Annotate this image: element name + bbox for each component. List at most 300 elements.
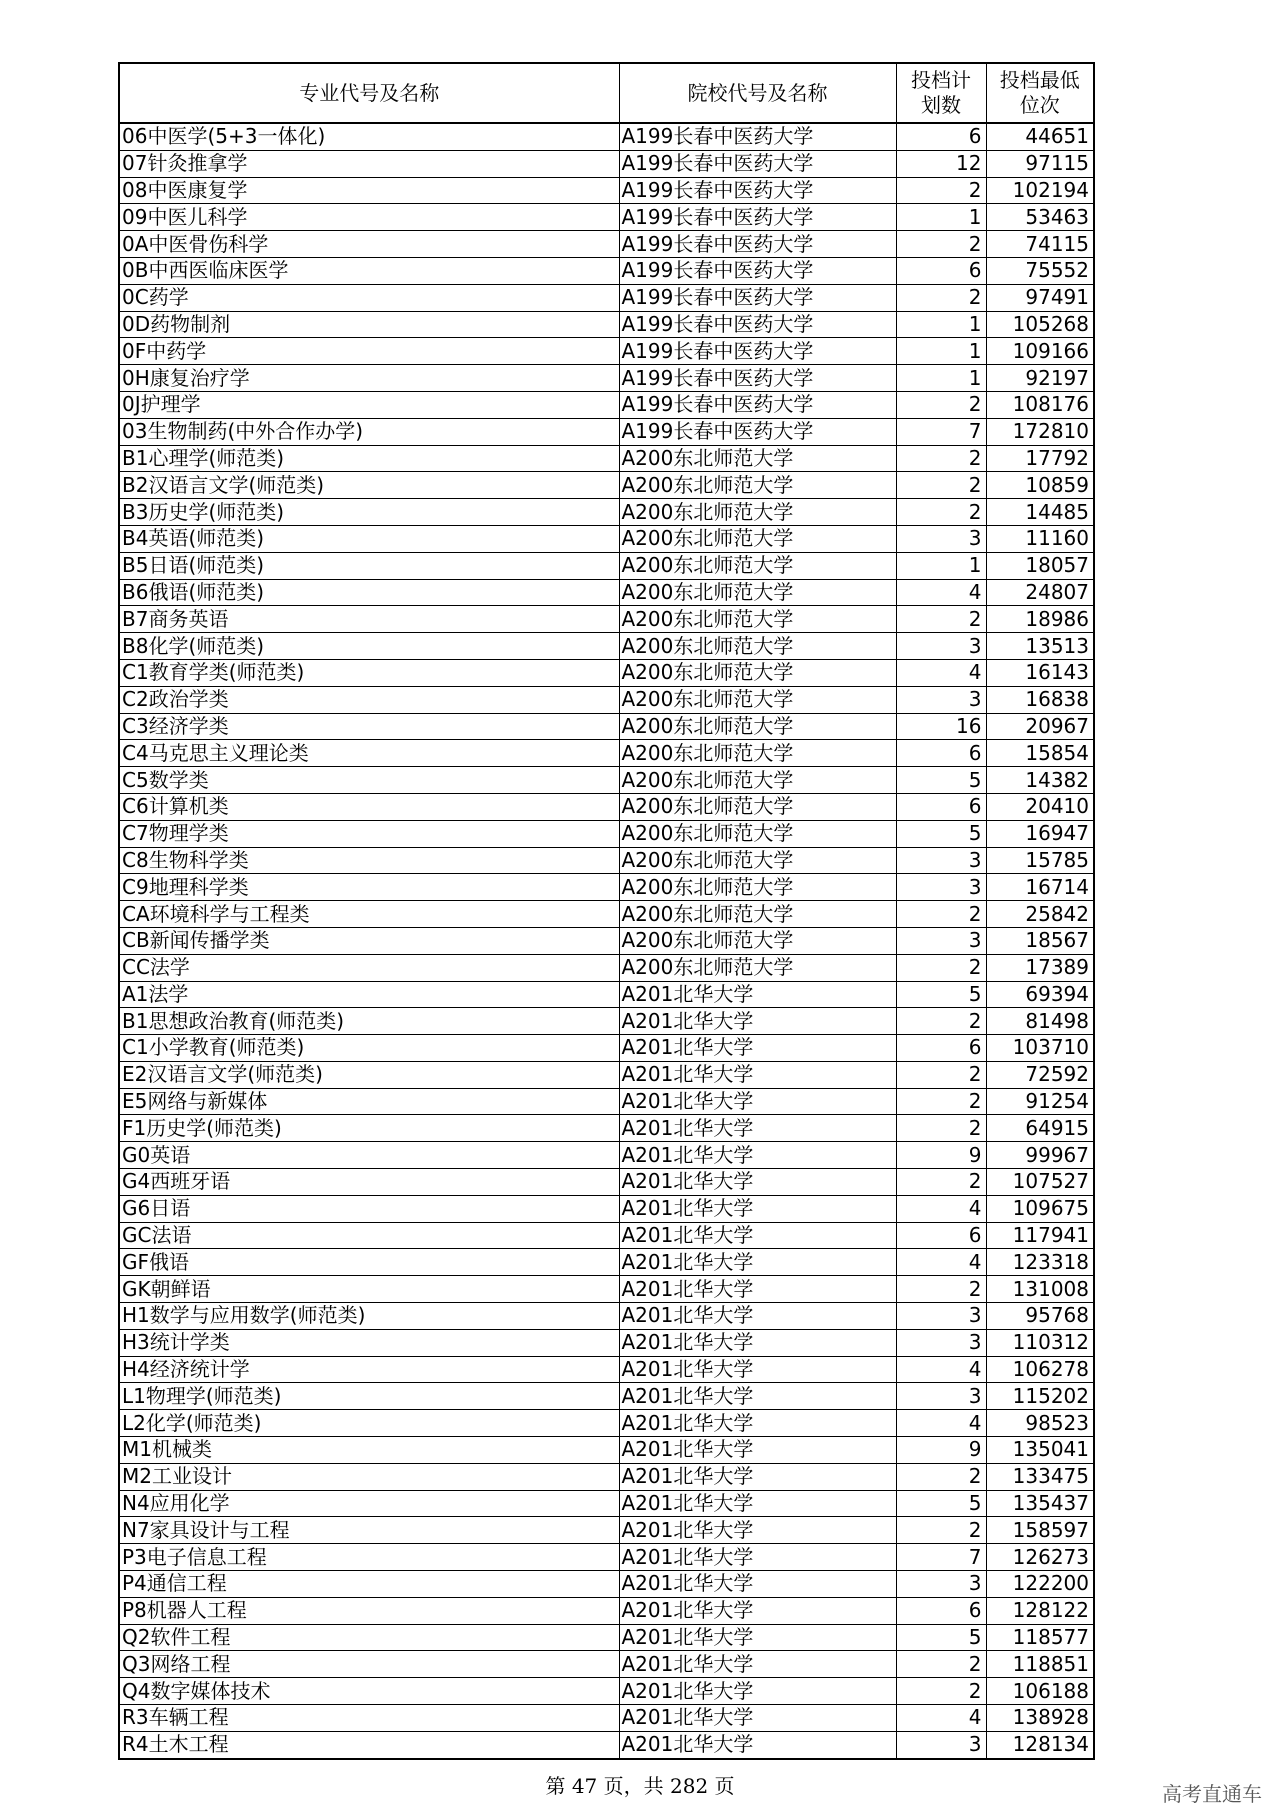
cell-plan-count: 1 (896, 204, 986, 231)
cell-school: A200东北师范大学 (619, 954, 896, 981)
cell-plan-count: 3 (896, 1731, 986, 1758)
cell-major: CA环境科学与工程类 (119, 901, 619, 928)
table-row (119, 365, 1094, 392)
table-row (119, 1463, 1094, 1490)
table-row (119, 847, 1094, 874)
cell-plan-count: 4 (896, 659, 986, 686)
cell-major: C8生物科学类 (119, 847, 619, 874)
cell-major: 08中医康复学 (119, 177, 619, 204)
cell-school: A200东北师范大学 (619, 472, 896, 499)
cell-min-rank: 92197 (986, 365, 1094, 392)
cell-plan-count: 3 (896, 874, 986, 901)
cell-plan-count: 2 (896, 606, 986, 633)
table-row (119, 311, 1094, 338)
cell-school: A200东北师范大学 (619, 847, 896, 874)
cell-major: Q3网络工程 (119, 1651, 619, 1678)
table-row (119, 1490, 1094, 1517)
cell-plan-count: 6 (896, 123, 986, 150)
table-row (119, 793, 1094, 820)
table-row (119, 1624, 1094, 1651)
table-row (119, 713, 1094, 740)
cell-min-rank: 91254 (986, 1088, 1094, 1115)
table-row (119, 231, 1094, 258)
cell-school: A201北华大学 (619, 1195, 896, 1222)
cell-major: G4西班牙语 (119, 1169, 619, 1196)
table-row (119, 874, 1094, 901)
cell-school: A201北华大学 (619, 1142, 896, 1169)
cell-school: A200东北师范大学 (619, 659, 896, 686)
cell-major: L2化学(师范类) (119, 1410, 619, 1437)
table-row (119, 150, 1094, 177)
cell-min-rank: 16838 (986, 686, 1094, 713)
cell-major: A1法学 (119, 981, 619, 1008)
cell-school: A201北华大学 (619, 1597, 896, 1624)
cell-min-rank: 16143 (986, 659, 1094, 686)
cell-plan-count: 3 (896, 1329, 986, 1356)
cell-min-rank: 17389 (986, 954, 1094, 981)
table-row (119, 606, 1094, 633)
cell-school: A201北华大学 (619, 1624, 896, 1651)
cell-school: A201北华大学 (619, 1088, 896, 1115)
cell-major: H1数学与应用数学(师范类) (119, 1303, 619, 1330)
table-row (119, 499, 1094, 526)
header-major: 专业代号及名称 (119, 63, 619, 123)
cell-plan-count: 6 (896, 257, 986, 284)
cell-min-rank: 97115 (986, 150, 1094, 177)
cell-plan-count: 2 (896, 1088, 986, 1115)
cell-major: C3经济学类 (119, 713, 619, 740)
cell-major: G0英语 (119, 1142, 619, 1169)
table-row (119, 472, 1094, 499)
cell-plan-count: 5 (896, 1490, 986, 1517)
cell-min-rank: 72592 (986, 1061, 1094, 1088)
cell-plan-count: 5 (896, 981, 986, 1008)
cell-min-rank: 110312 (986, 1329, 1094, 1356)
cell-plan-count: 3 (896, 633, 986, 660)
cell-major: 06中医学(5+3一体化) (119, 123, 619, 150)
cell-plan-count: 2 (896, 1115, 986, 1142)
cell-min-rank: 24807 (986, 579, 1094, 606)
cell-major: 0H康复治疗学 (119, 365, 619, 392)
cell-major: 0F中药学 (119, 338, 619, 365)
cell-plan-count: 6 (896, 740, 986, 767)
table-row (119, 204, 1094, 231)
cell-school: A201北华大学 (619, 1383, 896, 1410)
cell-school: A199长春中医药大学 (619, 284, 896, 311)
cell-major: N4应用化学 (119, 1490, 619, 1517)
cell-school: A201北华大学 (619, 1490, 896, 1517)
cell-min-rank: 13513 (986, 633, 1094, 660)
cell-major: 0D药物制剂 (119, 311, 619, 338)
cell-plan-count: 4 (896, 1195, 986, 1222)
cell-school: A201北华大学 (619, 1705, 896, 1732)
cell-school: A201北华大学 (619, 1544, 896, 1571)
cell-school: A199长春中医药大学 (619, 204, 896, 231)
table-row (119, 1544, 1094, 1571)
table-row (119, 1008, 1094, 1035)
cell-major: R4土木工程 (119, 1731, 619, 1758)
cell-min-rank: 95768 (986, 1303, 1094, 1330)
table-row (119, 1410, 1094, 1437)
cell-school: A200东北师范大学 (619, 445, 896, 472)
cell-school: A199长春中医药大学 (619, 150, 896, 177)
cell-school: A201北华大学 (619, 1463, 896, 1490)
cell-school: A200东北师范大学 (619, 686, 896, 713)
table-row (119, 525, 1094, 552)
cell-school: A201北华大学 (619, 1329, 896, 1356)
cell-major: E5网络与新媒体 (119, 1088, 619, 1115)
cell-plan-count: 3 (896, 927, 986, 954)
cell-min-rank: 75552 (986, 257, 1094, 284)
cell-school: A201北华大学 (619, 1061, 896, 1088)
cell-min-rank: 18567 (986, 927, 1094, 954)
table-row (119, 927, 1094, 954)
cell-plan-count: 9 (896, 1142, 986, 1169)
cell-min-rank: 109166 (986, 338, 1094, 365)
cell-plan-count: 6 (896, 1222, 986, 1249)
cell-min-rank: 44651 (986, 123, 1094, 150)
cell-min-rank: 14485 (986, 499, 1094, 526)
cell-major: B3历史学(师范类) (119, 499, 619, 526)
cell-min-rank: 106278 (986, 1356, 1094, 1383)
cell-plan-count: 9 (896, 1437, 986, 1464)
cell-school: A200东北师范大学 (619, 713, 896, 740)
table-row (119, 1517, 1094, 1544)
cell-major: H3统计学类 (119, 1329, 619, 1356)
cell-school: A200东北师范大学 (619, 606, 896, 633)
cell-major: P4通信工程 (119, 1571, 619, 1598)
cell-school: A200东北师范大学 (619, 767, 896, 794)
cell-major: 07针灸推拿学 (119, 150, 619, 177)
cell-major: E2汉语言文学(师范类) (119, 1061, 619, 1088)
cell-school: A201北华大学 (619, 1169, 896, 1196)
cell-min-rank: 99967 (986, 1142, 1094, 1169)
cell-min-rank: 15785 (986, 847, 1094, 874)
table-row (119, 1249, 1094, 1276)
cell-plan-count: 2 (896, 445, 986, 472)
cell-major: C1教育学类(师范类) (119, 659, 619, 686)
cell-major: B8化学(师范类) (119, 633, 619, 660)
cell-school: A201北华大学 (619, 1356, 896, 1383)
cell-major: L1物理学(师范类) (119, 1383, 619, 1410)
cell-min-rank: 138928 (986, 1705, 1094, 1732)
cell-min-rank: 98523 (986, 1410, 1094, 1437)
cell-school: A201北华大学 (619, 1115, 896, 1142)
cell-major: C1小学教育(师范类) (119, 1035, 619, 1062)
cell-plan-count: 2 (896, 499, 986, 526)
table-row (119, 1705, 1094, 1732)
table-row (119, 1651, 1094, 1678)
table-row (119, 1731, 1094, 1758)
table-row (119, 1383, 1094, 1410)
cell-major: P3电子信息工程 (119, 1544, 619, 1571)
table-row (119, 633, 1094, 660)
cell-plan-count: 6 (896, 1597, 986, 1624)
cell-major: CC法学 (119, 954, 619, 981)
cell-plan-count: 6 (896, 1035, 986, 1062)
cell-plan-count: 7 (896, 418, 986, 445)
cell-major: B6俄语(师范类) (119, 579, 619, 606)
table-row (119, 338, 1094, 365)
cell-school: A199长春中医药大学 (619, 418, 896, 445)
cell-min-rank: 106188 (986, 1678, 1094, 1705)
cell-major: GC法语 (119, 1222, 619, 1249)
cell-school: A199长春中医药大学 (619, 311, 896, 338)
cell-school: A199长春中医药大学 (619, 391, 896, 418)
watermark: 高考直通车 (1162, 1782, 1262, 1806)
table-row (119, 1088, 1094, 1115)
table-row (119, 1222, 1094, 1249)
cell-major: 09中医儿科学 (119, 204, 619, 231)
cell-school: A200东北师范大学 (619, 927, 896, 954)
cell-plan-count: 2 (896, 1678, 986, 1705)
cell-major: 0C药学 (119, 284, 619, 311)
table-row (119, 1437, 1094, 1464)
cell-min-rank: 20967 (986, 713, 1094, 740)
cell-min-rank: 107527 (986, 1169, 1094, 1196)
cell-plan-count: 1 (896, 365, 986, 392)
cell-min-rank: 81498 (986, 1008, 1094, 1035)
cell-plan-count: 2 (896, 1651, 986, 1678)
cell-min-rank: 118851 (986, 1651, 1094, 1678)
cell-plan-count: 12 (896, 150, 986, 177)
cell-min-rank: 97491 (986, 284, 1094, 311)
cell-major: Q4数字媒体技术 (119, 1678, 619, 1705)
cell-school: A199长春中医药大学 (619, 257, 896, 284)
cell-min-rank: 102194 (986, 177, 1094, 204)
cell-plan-count: 4 (896, 1410, 986, 1437)
cell-school: A200东北师范大学 (619, 740, 896, 767)
table-row (119, 1061, 1094, 1088)
cell-plan-count: 6 (896, 793, 986, 820)
cell-school: A200东北师范大学 (619, 793, 896, 820)
table-row (119, 686, 1094, 713)
cell-plan-count: 2 (896, 1276, 986, 1303)
cell-major: C4马克思主义理论类 (119, 740, 619, 767)
cell-min-rank: 126273 (986, 1544, 1094, 1571)
cell-major: H4经济统计学 (119, 1356, 619, 1383)
table-row (119, 954, 1094, 981)
cell-major: 03生物制药(中外合作办学) (119, 418, 619, 445)
cell-plan-count: 2 (896, 954, 986, 981)
table-row (119, 445, 1094, 472)
cell-major: B4英语(师范类) (119, 525, 619, 552)
cell-min-rank: 128134 (986, 1731, 1094, 1758)
table-row (119, 1303, 1094, 1330)
cell-min-rank: 128122 (986, 1597, 1094, 1624)
cell-min-rank: 18986 (986, 606, 1094, 633)
cell-min-rank: 74115 (986, 231, 1094, 258)
cell-school: A200东北师范大学 (619, 874, 896, 901)
cell-min-rank: 172810 (986, 418, 1094, 445)
cell-major: Q2软件工程 (119, 1624, 619, 1651)
cell-plan-count: 2 (896, 472, 986, 499)
cell-plan-count: 3 (896, 1571, 986, 1598)
cell-min-rank: 108176 (986, 391, 1094, 418)
cell-school: A201北华大学 (619, 1035, 896, 1062)
cell-school: A200东北师范大学 (619, 552, 896, 579)
cell-major: N7家具设计与工程 (119, 1517, 619, 1544)
table-row (119, 257, 1094, 284)
cell-min-rank: 123318 (986, 1249, 1094, 1276)
cell-plan-count: 1 (896, 311, 986, 338)
table-row (119, 820, 1094, 847)
cell-school: A201北华大学 (619, 1276, 896, 1303)
cell-major: B7商务英语 (119, 606, 619, 633)
cell-school: A201北华大学 (619, 981, 896, 1008)
table-row (119, 740, 1094, 767)
cell-plan-count: 2 (896, 231, 986, 258)
cell-school: A199长春中医药大学 (619, 338, 896, 365)
cell-plan-count: 16 (896, 713, 986, 740)
cell-school: A199长春中医药大学 (619, 231, 896, 258)
table-row (119, 1142, 1094, 1169)
cell-major: F1历史学(师范类) (119, 1115, 619, 1142)
cell-min-rank: 53463 (986, 204, 1094, 231)
cell-major: C2政治学类 (119, 686, 619, 713)
cell-min-rank: 115202 (986, 1383, 1094, 1410)
cell-school: A201北华大学 (619, 1008, 896, 1035)
cell-school: A200东北师范大学 (619, 579, 896, 606)
table-row (119, 1115, 1094, 1142)
cell-major: M2工业设计 (119, 1463, 619, 1490)
cell-plan-count: 2 (896, 1061, 986, 1088)
cell-min-rank: 158597 (986, 1517, 1094, 1544)
cell-major: C5数学类 (119, 767, 619, 794)
cell-school: A200东北师范大学 (619, 901, 896, 928)
cell-min-rank: 69394 (986, 981, 1094, 1008)
cell-school: A201北华大学 (619, 1678, 896, 1705)
cell-min-rank: 64915 (986, 1115, 1094, 1142)
cell-major: GK朝鲜语 (119, 1276, 619, 1303)
cell-plan-count: 2 (896, 1169, 986, 1196)
cell-major: B1心理学(师范类) (119, 445, 619, 472)
cell-major: GF俄语 (119, 1249, 619, 1276)
table-row (119, 391, 1094, 418)
table-header-row (119, 63, 1094, 123)
cell-major: C7物理学类 (119, 820, 619, 847)
page-footer: 第 47 页，共 282 页 (545, 1774, 735, 1798)
cell-min-rank: 18057 (986, 552, 1094, 579)
cell-min-rank: 16947 (986, 820, 1094, 847)
cell-min-rank: 10859 (986, 472, 1094, 499)
cell-min-rank: 14382 (986, 767, 1094, 794)
table-row (119, 1597, 1094, 1624)
admission-table (118, 62, 1095, 1760)
table-row (119, 1276, 1094, 1303)
cell-plan-count: 2 (896, 1517, 986, 1544)
cell-min-rank: 109675 (986, 1195, 1094, 1222)
table-row (119, 1678, 1094, 1705)
table-row (119, 1195, 1094, 1222)
cell-major: P8机器人工程 (119, 1597, 619, 1624)
cell-plan-count: 2 (896, 1008, 986, 1035)
cell-plan-count: 4 (896, 579, 986, 606)
cell-plan-count: 3 (896, 847, 986, 874)
table-row (119, 177, 1094, 204)
cell-min-rank: 117941 (986, 1222, 1094, 1249)
table-row (119, 1169, 1094, 1196)
cell-major: CB新闻传播学类 (119, 927, 619, 954)
cell-min-rank: 105268 (986, 311, 1094, 338)
cell-school: A201北华大学 (619, 1571, 896, 1598)
cell-plan-count: 3 (896, 1303, 986, 1330)
cell-plan-count: 2 (896, 391, 986, 418)
table-row (119, 552, 1094, 579)
cell-plan-count: 1 (896, 338, 986, 365)
cell-min-rank: 20410 (986, 793, 1094, 820)
cell-min-rank: 133475 (986, 1463, 1094, 1490)
cell-min-rank: 17792 (986, 445, 1094, 472)
cell-plan-count: 4 (896, 1356, 986, 1383)
cell-school: A201北华大学 (619, 1222, 896, 1249)
header-min-rank: 投档最低 位次 (986, 63, 1094, 123)
cell-school: A201北华大学 (619, 1249, 896, 1276)
cell-major: G6日语 (119, 1195, 619, 1222)
cell-school: A200东北师范大学 (619, 820, 896, 847)
cell-plan-count: 5 (896, 820, 986, 847)
table-row (119, 418, 1094, 445)
cell-min-rank: 118577 (986, 1624, 1094, 1651)
table-row (119, 284, 1094, 311)
table-row (119, 1329, 1094, 1356)
cell-plan-count: 3 (896, 686, 986, 713)
cell-plan-count: 2 (896, 901, 986, 928)
cell-major: B2汉语言文学(师范类) (119, 472, 619, 499)
cell-major: M1机械类 (119, 1437, 619, 1464)
cell-major: C9地理科学类 (119, 874, 619, 901)
table-row (119, 901, 1094, 928)
table-row (119, 123, 1094, 150)
cell-school: A200东北师范大学 (619, 633, 896, 660)
cell-plan-count: 2 (896, 284, 986, 311)
cell-school: A201北华大学 (619, 1731, 896, 1758)
cell-plan-count: 3 (896, 525, 986, 552)
cell-major: 0B中西医临床医学 (119, 257, 619, 284)
cell-school: A201北华大学 (619, 1410, 896, 1437)
cell-plan-count: 3 (896, 1383, 986, 1410)
cell-plan-count: 5 (896, 1624, 986, 1651)
cell-min-rank: 131008 (986, 1276, 1094, 1303)
cell-major: 0J护理学 (119, 391, 619, 418)
cell-min-rank: 122200 (986, 1571, 1094, 1598)
cell-major: C6计算机类 (119, 793, 619, 820)
table-row (119, 767, 1094, 794)
cell-school: A201北华大学 (619, 1517, 896, 1544)
cell-plan-count: 4 (896, 1705, 986, 1732)
table-row (119, 1356, 1094, 1383)
cell-school: A199长春中医药大学 (619, 123, 896, 150)
cell-min-rank: 25842 (986, 901, 1094, 928)
header-plan-count: 投档计 划数 (896, 63, 986, 123)
cell-plan-count: 7 (896, 1544, 986, 1571)
cell-min-rank: 16714 (986, 874, 1094, 901)
cell-plan-count: 1 (896, 552, 986, 579)
table-row (119, 981, 1094, 1008)
cell-school: A199长春中医药大学 (619, 365, 896, 392)
table-row (119, 579, 1094, 606)
cell-min-rank: 135437 (986, 1490, 1094, 1517)
cell-major: 0A中医骨伤科学 (119, 231, 619, 258)
cell-school: A200东北师范大学 (619, 499, 896, 526)
header-school: 院校代号及名称 (619, 63, 896, 123)
cell-plan-count: 5 (896, 767, 986, 794)
cell-min-rank: 135041 (986, 1437, 1094, 1464)
cell-school: A199长春中医药大学 (619, 177, 896, 204)
cell-major: B5日语(师范类) (119, 552, 619, 579)
cell-school: A201北华大学 (619, 1651, 896, 1678)
cell-min-rank: 15854 (986, 740, 1094, 767)
